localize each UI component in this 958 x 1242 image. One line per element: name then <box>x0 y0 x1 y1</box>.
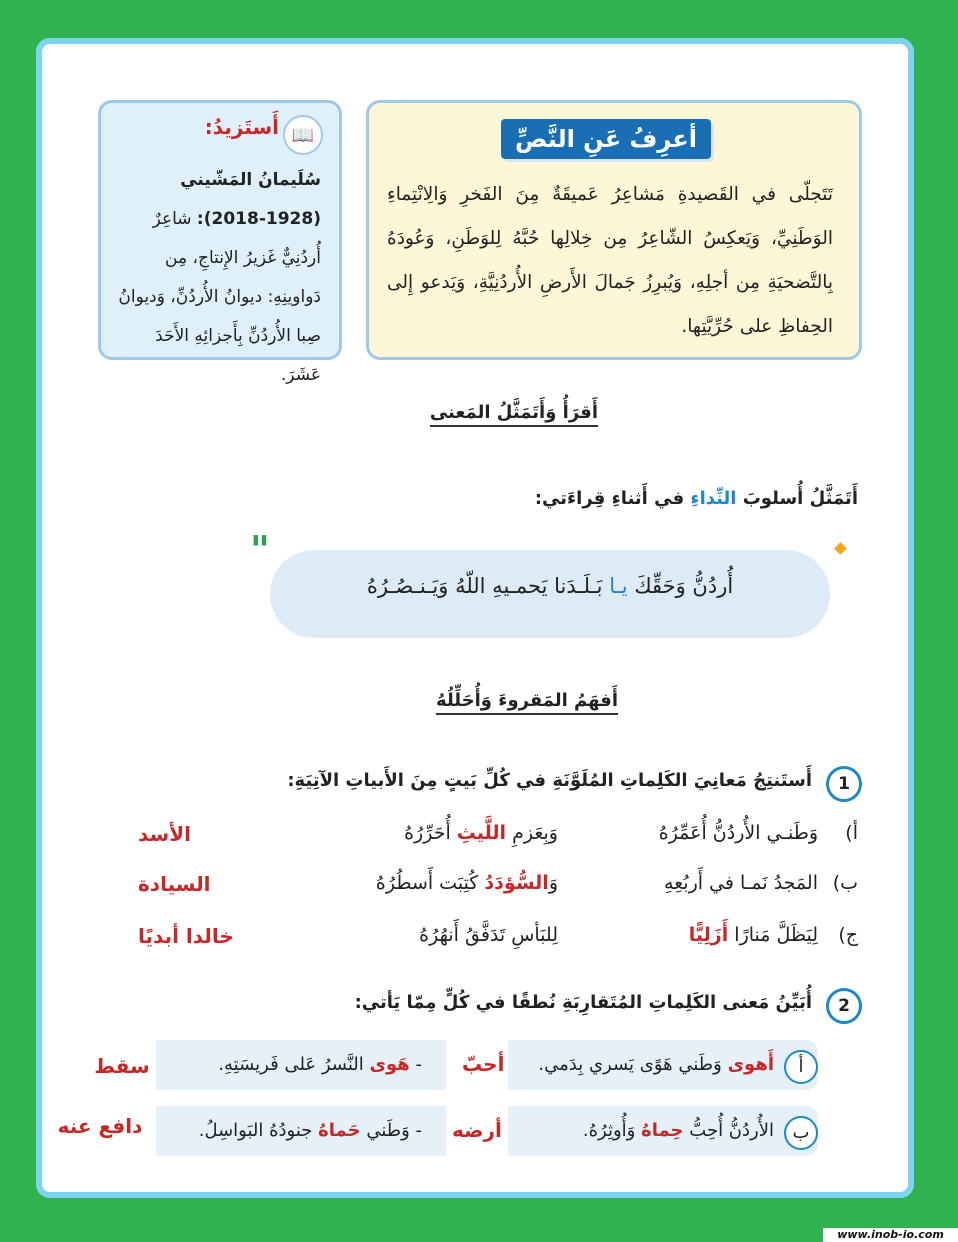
verse-label: أ) <box>845 822 858 844</box>
q2-row-a-right-answer: أحبّ <box>462 1052 505 1076</box>
vocative-instruction <box>535 488 858 509</box>
verse-row-c <box>138 924 858 958</box>
verse-answer: خالدا أبديًا <box>138 924 234 948</box>
verse-label: ب) <box>832 872 858 894</box>
know-about-text-box <box>366 100 862 360</box>
question-2-number: 2 <box>826 988 862 1024</box>
instruction-pre: أَتَمَثَّلُ أُسلوبَ <box>742 488 858 509</box>
poet-name: سُلَيمانُ المَشّيني (1928-2018): <box>180 170 321 229</box>
instruction-post: في أَثناءِ قِراءَتي: <box>534 488 685 509</box>
quote-icon: " <box>250 528 270 572</box>
colored-word: أَهوى <box>727 1054 774 1075</box>
q2-row-a-label: أ <box>784 1050 818 1084</box>
colored-word: السُّؤدَدُ <box>484 872 549 894</box>
quote-post: بَـلَـدَنا يَحمـيهِ اللّهُ وَيَـنـصُـرُهُ <box>366 574 603 598</box>
verse-hemistich-1: وَطَنـي الأُردُنُّ أُعَمِّرُهُ <box>658 822 818 844</box>
learn-more-text <box>115 161 321 395</box>
sentence-pre: - وَطَني <box>366 1120 422 1141</box>
section-read-header: أَقرَأُ وَأَتَمَثَّلُ المَعنى <box>430 402 598 427</box>
verse-hemistich-2 <box>376 872 558 894</box>
verse-label: ج) <box>838 924 858 946</box>
verse-answer: الأسد <box>138 822 191 846</box>
poet-bio: شاعِرٌ أُردُنِيٌّ غَزيرُ الإِنتاجِ، مِن دَواوينِهِ: ديوانُ الأُردُنِّ، وَديوانُ صِبا الأُردُنِّ بِأَجزائِهِ الأَحَدَ عَشَرَ. <box>118 209 321 385</box>
q2-row-a-left-text <box>218 1054 422 1075</box>
question-1-text: أَستَنتِجُ مَعانِيَ الكَلِماتِ المُلَوَّنَةِ في كُلِّ بَيتٍ مِنَ الأَبياتِ الآتِيَةِ: <box>287 770 812 791</box>
sentence-post: النَّسرُ عَلى فَريسَتِهِ. <box>218 1054 364 1075</box>
hemistich-pre: لِيَظَلَّ مَنارًا <box>734 924 818 946</box>
hemistich-pre: وَ <box>548 872 558 894</box>
bubble-text <box>270 574 830 598</box>
colored-word: أَزَلِيًّا <box>688 924 729 946</box>
verse-answer: السيادة <box>138 872 211 896</box>
colored-word: حَماهُ <box>318 1120 361 1141</box>
know-box-title: أعرِفُ عَنِ النَّصِّ <box>501 119 711 159</box>
quote-pre: أُردُنُّ وَحَقِّكَ <box>634 574 734 598</box>
sentence-post: وَأُوثِرُهُ. <box>582 1120 636 1141</box>
sentence-post: جنودُهُ البَواسِلُ. <box>198 1120 313 1141</box>
sentence-post: وَطَني هَوًى يَسري بِدَمي. <box>538 1054 722 1075</box>
learn-more-box <box>98 100 342 385</box>
hemistich-pre: وَبِعَزمِ <box>512 822 558 844</box>
book-icon: 📖 <box>283 115 323 155</box>
q2-row-a-left-answer: سقط <box>94 1054 150 1078</box>
verse-hemistich-2: لِلبَأسِ تَدَفَّقُ أَنهُرُهُ <box>419 924 558 946</box>
verse-hemistich-2 <box>404 822 558 844</box>
know-box-text: تَتَجلّى في القَصيدةِ مَشاعِرُ عَميقَةٌ مِنَ الفَخرِ وَالِانْتِماءِ الوَطَنِيِّ، وَيَعكِسُ الشّاعِرُ مِن خِلالِها حُبَّهُ لِلوَطَنِ، وَعُودَهُ بِالتَّضحيَةِ مِن أجلِهِ، وَيُبرِزُ جَمالَ الأَرضِ الأُردُنِيَّةِ، وَيَدعو إِلى الحِفاظِ على حُرِّيَّتِها. <box>387 184 833 337</box>
colored-word: هَوى <box>369 1054 410 1075</box>
q2-row-b-label: ب <box>784 1116 818 1150</box>
colored-word: حِماهُ <box>641 1120 684 1141</box>
q2-row-b-right-text <box>583 1120 774 1141</box>
question-2-text: أُبَيِّنُ مَعنى الكَلِماتِ المُتَقارِبَةِ نُطقًا في كُلٍّ مِمّا يَأتي: <box>354 992 812 1013</box>
learn-more-title: أَستَزيدُ: <box>204 115 279 139</box>
footer-url: www.inob-io.com <box>823 1228 958 1242</box>
quote-highlight: يـا <box>609 574 628 598</box>
verse-hemistich-1 <box>689 924 818 946</box>
instruction-highlight: النِّداءِ <box>690 488 737 509</box>
q2-row-a-right-text <box>538 1054 774 1075</box>
question-1-number: 1 <box>826 766 862 802</box>
q2-row-b-left-text <box>199 1120 422 1141</box>
sentence-pre: الأُردُنُّ أُحِبُّ <box>689 1120 774 1141</box>
section-understand-header: أَفهَمُ المَقروءَ وَأُحَلِّلُهُ <box>436 690 618 715</box>
q2-row-b-left-answer: دافع عنه <box>57 1114 143 1138</box>
hemistich-post: كُتِبَت أَسطُرُهُ <box>375 872 479 894</box>
q2-row-b-right-answer: أرضه <box>452 1118 502 1142</box>
verse-hemistich-1: المَجدُ نَمـا في أَربُعِهِ <box>663 872 818 894</box>
verse-row-a <box>138 822 858 856</box>
colored-word: اللَّيثِ <box>456 822 507 844</box>
hemistich-post: أُحَرِّرُهُ <box>404 822 451 844</box>
sentence-pre: - <box>409 1054 422 1075</box>
verse-row-b <box>138 872 858 906</box>
